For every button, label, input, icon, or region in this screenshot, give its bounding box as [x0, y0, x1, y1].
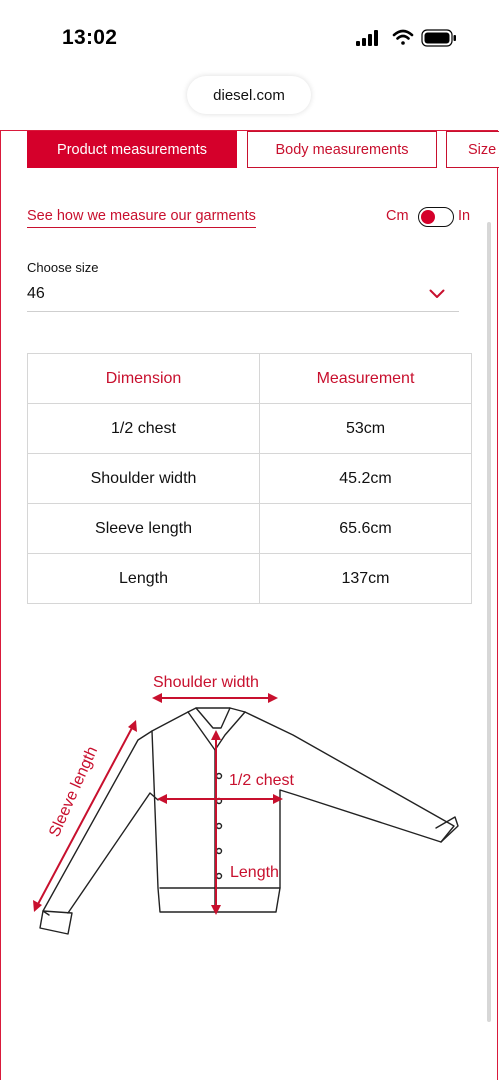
status-time: 13:02 [62, 26, 118, 49]
table-row [28, 454, 472, 504]
label-length: Length [230, 864, 279, 881]
jacket-outline [40, 708, 458, 934]
measurements-table [27, 353, 472, 604]
label-shoulder-width: Shoulder width [153, 674, 259, 691]
diagram-labels [46, 674, 294, 881]
unit-cm-label: Cm [386, 208, 409, 224]
header-measurement: Measurement [260, 354, 472, 404]
tab-size[interactable]: Size [446, 131, 499, 168]
measurement-cell: 65.6cm [260, 504, 472, 554]
label-half-chest: 1/2 chest [229, 772, 294, 789]
unit-in-label: In [458, 208, 471, 224]
status-icons [356, 28, 460, 48]
url-bar[interactable] [187, 76, 311, 114]
dimension-cell: Length [28, 554, 260, 604]
tab-product-measurements[interactable]: Product measurements [27, 131, 237, 168]
chevron-down-icon [429, 288, 445, 300]
header-dimension: Dimension [28, 354, 260, 404]
dimension-cell: 1/2 chest [28, 404, 260, 454]
garment-diagram [0, 665, 499, 950]
choose-size-label: Choose size [27, 260, 99, 275]
size-select[interactable] [27, 280, 459, 312]
tab-body-measurements[interactable]: Body measurements [247, 131, 437, 168]
url-text: diesel.com [213, 86, 285, 104]
table-row [28, 554, 472, 604]
measurement-cell: 137cm [260, 554, 472, 604]
wifi-icon [394, 31, 412, 45]
measure-guide-link[interactable]: See how we measure our garments [27, 208, 256, 228]
table-row [28, 504, 472, 554]
status-bar [0, 0, 499, 70]
size-value: 46 [27, 285, 45, 302]
dimension-cell: Shoulder width [28, 454, 260, 504]
toggle-knob [421, 210, 435, 224]
measurement-cell: 45.2cm [260, 454, 472, 504]
table-header-row [28, 354, 472, 404]
signal-icon [356, 30, 378, 46]
dimension-cell: Sleeve length [28, 504, 260, 554]
label-sleeve-length: Sleeve length [46, 744, 102, 840]
measurement-cell: 53cm [260, 404, 472, 454]
table-row [28, 404, 472, 454]
battery-icon [422, 30, 456, 46]
unit-toggle[interactable] [418, 207, 454, 227]
